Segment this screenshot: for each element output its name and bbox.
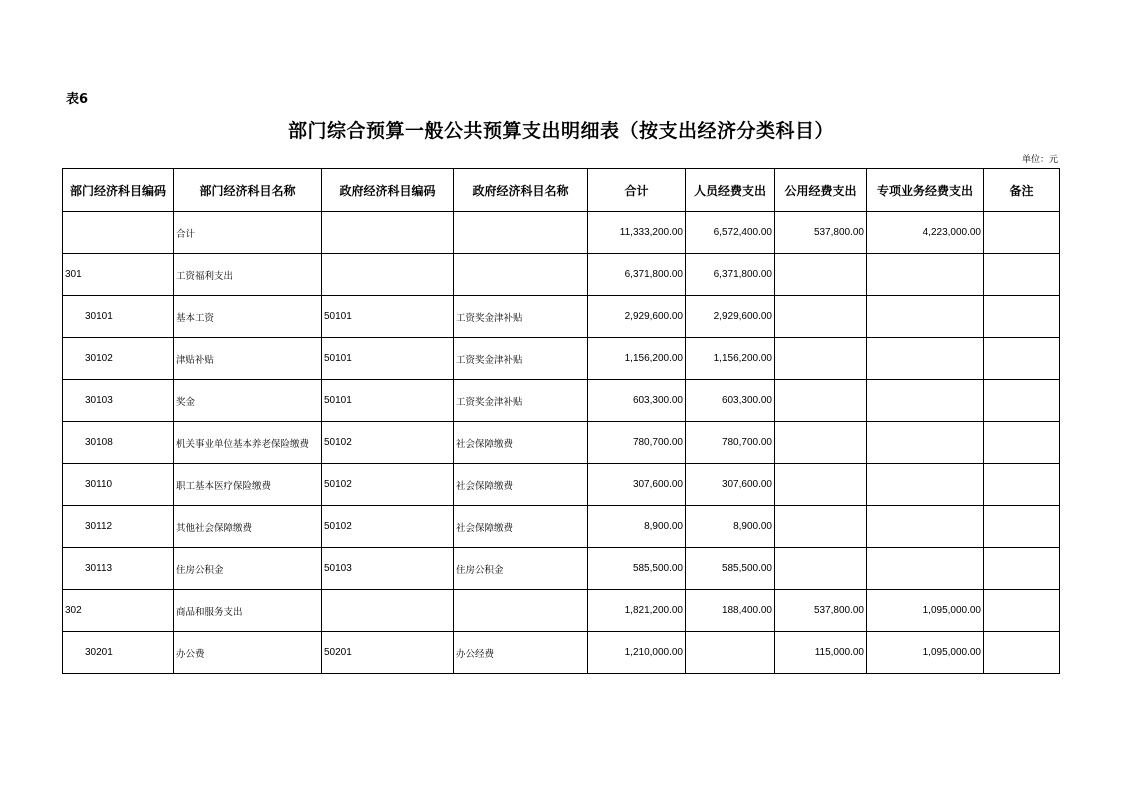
dept-code-cell: 30103	[63, 380, 174, 422]
total-cell: 585,500.00	[588, 548, 686, 590]
column-header: 人员经费支出	[686, 169, 775, 212]
total-cell: 780,700.00	[588, 422, 686, 464]
note-cell	[984, 296, 1060, 338]
total-cell: 307,600.00	[588, 464, 686, 506]
note-cell	[984, 212, 1060, 254]
personnel-cell: 603,300.00	[686, 380, 775, 422]
dept-code-cell: 30201	[63, 632, 174, 674]
gov-code-cell: 50102	[322, 506, 454, 548]
gov-code-cell: 50101	[322, 380, 454, 422]
gov-name-cell: 工资奖金津补贴	[454, 338, 588, 380]
gov-code-cell	[322, 212, 454, 254]
table-id: 表6	[66, 92, 89, 107]
gov-name-cell: 社会保障缴费	[454, 422, 588, 464]
special-cell	[867, 380, 984, 422]
dept-name-cell: 商品和服务支出	[174, 590, 322, 632]
special-cell: 1,095,000.00	[867, 590, 984, 632]
note-cell	[984, 380, 1060, 422]
public-cell	[775, 296, 867, 338]
table-row	[63, 506, 1060, 548]
gov-name-cell	[454, 590, 588, 632]
personnel-cell	[686, 632, 775, 674]
public-cell: 537,800.00	[775, 590, 867, 632]
dept-name-cell: 工资福利支出	[174, 254, 322, 296]
column-header: 部门经济科目名称	[174, 169, 322, 212]
column-header: 合计	[588, 169, 686, 212]
table-row	[63, 632, 1060, 674]
public-cell	[775, 254, 867, 296]
personnel-cell: 307,600.00	[686, 464, 775, 506]
dept-code-cell: 30110	[63, 464, 174, 506]
personnel-cell: 2,929,600.00	[686, 296, 775, 338]
dept-name-cell: 职工基本医疗保险缴费	[174, 464, 322, 506]
table-row	[63, 254, 1060, 296]
note-cell	[984, 338, 1060, 380]
note-cell	[984, 632, 1060, 674]
special-cell	[867, 464, 984, 506]
note-cell	[984, 464, 1060, 506]
note-cell	[984, 422, 1060, 464]
dept-name-cell: 住房公积金	[174, 548, 322, 590]
public-cell: 537,800.00	[775, 212, 867, 254]
gov-code-cell: 50101	[322, 296, 454, 338]
column-header: 政府经济科目编码	[322, 169, 454, 212]
gov-code-cell: 50102	[322, 422, 454, 464]
public-cell	[775, 422, 867, 464]
gov-code-cell: 50101	[322, 338, 454, 380]
personnel-cell: 585,500.00	[686, 548, 775, 590]
header-row	[63, 169, 1060, 212]
unit-note: 单位：元	[1021, 155, 1058, 165]
note-cell	[984, 548, 1060, 590]
public-cell	[775, 338, 867, 380]
column-header: 专项业务经费支出	[867, 169, 984, 212]
public-cell	[775, 464, 867, 506]
note-cell	[984, 254, 1060, 296]
gov-name-cell: 工资奖金津补贴	[454, 296, 588, 338]
total-cell: 1,210,000.00	[588, 632, 686, 674]
special-cell: 1,095,000.00	[867, 632, 984, 674]
total-cell: 6,371,800.00	[588, 254, 686, 296]
gov-code-cell: 50201	[322, 632, 454, 674]
special-cell	[867, 338, 984, 380]
dept-code-cell: 30102	[63, 338, 174, 380]
gov-name-cell: 社会保障缴费	[454, 464, 588, 506]
public-cell	[775, 506, 867, 548]
personnel-cell: 188,400.00	[686, 590, 775, 632]
dept-code-cell: 302	[63, 590, 174, 632]
total-cell: 603,300.00	[588, 380, 686, 422]
table-row	[63, 464, 1060, 506]
column-header: 公用经费支出	[775, 169, 867, 212]
gov-name-cell: 住房公积金	[454, 548, 588, 590]
dept-code-cell: 30112	[63, 506, 174, 548]
total-cell: 1,156,200.00	[588, 338, 686, 380]
dept-code-cell: 30113	[63, 548, 174, 590]
dept-code-cell: 30101	[63, 296, 174, 338]
table-row	[63, 212, 1060, 254]
public-cell: 115,000.00	[775, 632, 867, 674]
note-cell	[984, 590, 1060, 632]
total-cell: 11,333,200.00	[588, 212, 686, 254]
gov-name-cell	[454, 254, 588, 296]
dept-name-cell: 奖金	[174, 380, 322, 422]
special-cell	[867, 296, 984, 338]
public-cell	[775, 380, 867, 422]
table-row	[63, 422, 1060, 464]
dept-name-cell: 津贴补贴	[174, 338, 322, 380]
table-row	[63, 590, 1060, 632]
personnel-cell: 780,700.00	[686, 422, 775, 464]
dept-name-cell: 基本工资	[174, 296, 322, 338]
dept-name-cell: 办公费	[174, 632, 322, 674]
table-body	[63, 212, 1060, 674]
gov-code-cell: 50102	[322, 464, 454, 506]
dept-code-cell: 301	[63, 254, 174, 296]
column-header: 部门经济科目编码	[63, 169, 174, 212]
personnel-cell: 8,900.00	[686, 506, 775, 548]
table-row	[63, 548, 1060, 590]
gov-name-cell: 办公经费	[454, 632, 588, 674]
gov-name-cell	[454, 212, 588, 254]
budget-table	[62, 168, 1060, 674]
special-cell	[867, 422, 984, 464]
dept-name-cell: 机关事业单位基本养老保险缴费	[174, 422, 322, 464]
table-row	[63, 338, 1060, 380]
special-cell	[867, 548, 984, 590]
dept-code-cell	[63, 212, 174, 254]
personnel-cell: 6,371,800.00	[686, 254, 775, 296]
dept-name-cell: 合计	[174, 212, 322, 254]
dept-name-cell: 其他社会保障缴费	[174, 506, 322, 548]
table-row	[63, 296, 1060, 338]
table-row	[63, 380, 1060, 422]
page-title: 部门综合预算一般公共预算支出明细表（按支出经济分类科目）	[287, 120, 834, 142]
public-cell	[775, 548, 867, 590]
special-cell	[867, 506, 984, 548]
column-header: 政府经济科目名称	[454, 169, 588, 212]
total-cell: 8,900.00	[588, 506, 686, 548]
personnel-cell: 1,156,200.00	[686, 338, 775, 380]
total-cell: 2,929,600.00	[588, 296, 686, 338]
note-cell	[984, 506, 1060, 548]
dept-code-cell: 30108	[63, 422, 174, 464]
gov-name-cell: 社会保障缴费	[454, 506, 588, 548]
personnel-cell: 6,572,400.00	[686, 212, 775, 254]
column-header: 备注	[984, 169, 1060, 212]
gov-code-cell: 50103	[322, 548, 454, 590]
special-cell: 4,223,000.00	[867, 212, 984, 254]
total-cell: 1,821,200.00	[588, 590, 686, 632]
gov-name-cell: 工资奖金津补贴	[454, 380, 588, 422]
gov-code-cell	[322, 590, 454, 632]
gov-code-cell	[322, 254, 454, 296]
special-cell	[867, 254, 984, 296]
